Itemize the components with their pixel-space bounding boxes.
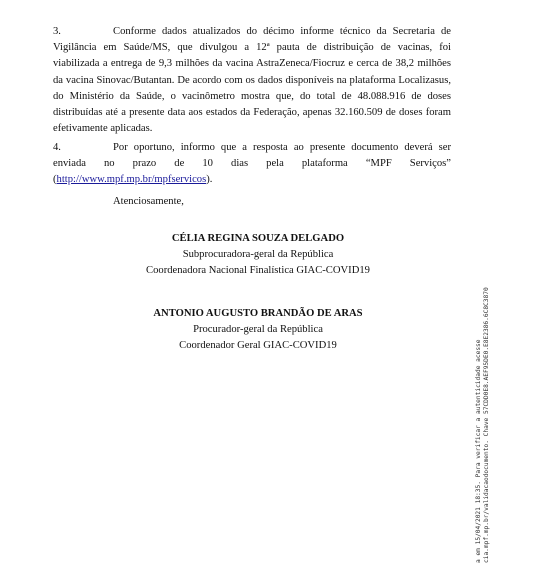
link-open-paren: ( bbox=[53, 174, 57, 186]
paragraph-3-line-2: Vigilância em Saúde/MS, que divulgou a 12ª pauta de distribuição de vacinas, foi bbox=[53, 42, 451, 54]
signatory-name: CÉLIA REGINA SOUZA DELGADO bbox=[171, 233, 345, 244]
paragraph-3-line-4: da vacina Sinovac/Butantan. De acordo com os dados disponíveis na plataforma Localizasus, bbox=[53, 74, 451, 86]
paragraph-4-line-3 bbox=[53, 172, 451, 188]
closing-salutation: Atenciosamente, bbox=[113, 196, 184, 207]
paragraph-3-line-7: efetivamente aplicadas. bbox=[53, 123, 153, 135]
paragraph-text: Por oportuno, informo que a resposta ao presente documento deverá ser bbox=[113, 142, 451, 153]
paragraph-3-line-6: distribuídas até a presente data aos estados da Federação, apenas 32.160.509 de doses foram bbox=[53, 107, 451, 119]
stamp-line-1: a em 15/04/2021 18:35. Para verificar a autenticidade acesse bbox=[475, 339, 482, 563]
signature-block-1 bbox=[0, 231, 516, 280]
paragraph-4 bbox=[53, 140, 451, 189]
signatory-title: Coordenadora Nacional Finalística GIAC-COVID19 bbox=[146, 265, 370, 277]
authenticity-stamp bbox=[475, 287, 491, 563]
paragraph-4-line-1 bbox=[53, 140, 451, 156]
signatory-title: Subprocuradora-geral da República bbox=[182, 249, 334, 261]
paragraph-3-line-5: do Ministério da Saúde, o vacinômetro mostra que, do total de 48.088.916 de doses bbox=[53, 90, 451, 102]
paragraph-text: Conforme dados atualizados do décimo informe técnico da Secretaria de bbox=[113, 26, 451, 37]
paragraph-4-line-2: enviada no prazo de 10 dias pela plataforma “MPF Serviços” bbox=[53, 158, 451, 170]
link-close-paren: ). bbox=[206, 174, 213, 186]
signatory-name: ANTONIO AUGUSTO BRANDÃO DE ARAS bbox=[153, 308, 363, 319]
paragraph-3 bbox=[53, 24, 451, 137]
signatory-title: Procurador-geral da República bbox=[193, 324, 323, 336]
mpf-servicos-link[interactable]: http://www.mpf.mp.br/mpfservicos bbox=[56, 174, 207, 186]
signature-block-2 bbox=[0, 306, 516, 355]
paragraph-3-line-1 bbox=[53, 24, 451, 40]
signatory-title: Coordenador Geral GIAC-COVID19 bbox=[179, 340, 337, 352]
stamp-line-2: cia.mpf.mp.br/validacaodocumento. Chave 57CDD0E8.AEF95DE0.E8E2386.6C8C3870 bbox=[483, 287, 490, 563]
paragraph-number: 3. bbox=[53, 26, 61, 37]
paragraph-3-line-3: viabilizada a entrega de 9,3 milhões da vacina AstraZeneca/Fiocruz e cerca de 38,2 milhões bbox=[53, 58, 451, 70]
paragraph-number: 4. bbox=[53, 142, 61, 153]
